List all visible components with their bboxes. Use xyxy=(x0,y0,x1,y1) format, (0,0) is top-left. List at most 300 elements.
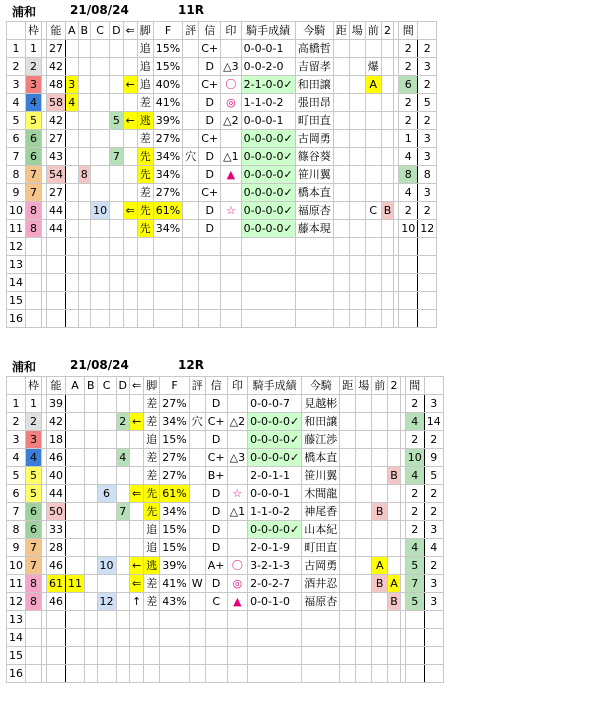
rank-a-cell xyxy=(66,503,85,521)
arrow-cell xyxy=(130,449,144,467)
jockey-name-cell xyxy=(295,274,333,292)
rating-cell xyxy=(183,292,199,310)
arrow-cell xyxy=(130,647,144,665)
row-number: 4 xyxy=(7,94,26,112)
column-header: 間 xyxy=(399,22,418,40)
rank-b-cell xyxy=(85,629,98,647)
table-row xyxy=(7,166,437,184)
distance-cell xyxy=(333,274,349,292)
rank-a-cell xyxy=(66,647,85,665)
rank-c-cell xyxy=(91,310,110,328)
row-number: 11 xyxy=(7,575,26,593)
row-number: 15 xyxy=(7,292,26,310)
second-cell xyxy=(381,310,394,328)
course-cell xyxy=(349,220,365,238)
mark-cell xyxy=(221,184,241,202)
row-number: 9 xyxy=(7,184,26,202)
interval-cell: 12 xyxy=(418,220,437,238)
table-row xyxy=(7,611,444,629)
column-header: 評 xyxy=(189,377,205,395)
row-number: 5 xyxy=(7,467,26,485)
mark-cell xyxy=(227,665,247,683)
f-rate-cell xyxy=(160,629,189,647)
interval-cell: 2 xyxy=(418,40,437,58)
previous-cell xyxy=(365,220,381,238)
interval-cell: 3 xyxy=(424,521,443,539)
rank-d-cell xyxy=(110,238,123,256)
f-rate-cell: 34% xyxy=(160,413,189,431)
column-header: 今騎 xyxy=(302,377,340,395)
mark-cell xyxy=(227,611,247,629)
previous-cell: A xyxy=(372,557,388,575)
previous-cell xyxy=(372,485,388,503)
running-style-cell xyxy=(144,629,160,647)
second-cell xyxy=(388,665,401,683)
jockey-record-cell xyxy=(248,665,302,683)
jockey-record-cell: 2-0-1-1 xyxy=(248,467,302,485)
rank-b-cell xyxy=(78,184,91,202)
rank-b-cell xyxy=(85,557,98,575)
waku-cell: 5 xyxy=(26,485,42,503)
column-header: 場 xyxy=(349,22,365,40)
second-cell xyxy=(381,274,394,292)
jockey-name-cell xyxy=(295,238,333,256)
rank-b-cell xyxy=(78,256,91,274)
arrow-cell xyxy=(123,58,137,76)
table-row xyxy=(7,94,437,112)
distance-cell xyxy=(333,94,349,112)
running-style-cell: 差 xyxy=(144,395,160,413)
date-label: 21/08/24 xyxy=(70,3,129,17)
table-row xyxy=(7,539,444,557)
row-number: 4 xyxy=(7,449,26,467)
distance-cell xyxy=(333,256,349,274)
row-number: 7 xyxy=(7,148,26,166)
jockey-record-cell: 0-0-0-1 xyxy=(248,485,302,503)
distance-cell xyxy=(333,184,349,202)
waku-cell: 7 xyxy=(26,184,42,202)
confidence-cell: D xyxy=(205,575,227,593)
jockey-name-cell: 篠谷葵 xyxy=(295,148,333,166)
jockey-name-cell xyxy=(302,629,340,647)
row-number: 3 xyxy=(7,431,26,449)
second-cell xyxy=(381,130,394,148)
second-cell: B xyxy=(388,467,401,485)
interval-cell: 2 xyxy=(399,112,418,130)
rank-a-cell: 11 xyxy=(66,575,85,593)
column-header: F xyxy=(160,377,189,395)
column-header: 2 xyxy=(381,22,394,40)
waku-cell xyxy=(26,238,42,256)
f-rate-cell: 15% xyxy=(160,539,189,557)
running-style-cell xyxy=(144,665,160,683)
rank-d-cell xyxy=(116,593,129,611)
f-rate-cell: 61% xyxy=(160,485,189,503)
arrow-cell xyxy=(123,130,137,148)
arrow-cell xyxy=(130,611,144,629)
rank-a-cell xyxy=(66,184,79,202)
distance-cell xyxy=(340,521,356,539)
arrow-cell xyxy=(130,431,144,449)
second-cell xyxy=(388,395,401,413)
interval-cell: 2 xyxy=(399,40,418,58)
column-header xyxy=(424,377,443,395)
jockey-record-cell: 0-0-0-0✓ xyxy=(248,431,302,449)
arrow-cell xyxy=(130,467,144,485)
ability-cell: 44 xyxy=(47,485,66,503)
column-header: 信 xyxy=(205,377,227,395)
confidence-cell xyxy=(199,256,221,274)
row-number: 1 xyxy=(7,40,26,58)
rank-b-cell xyxy=(78,274,91,292)
interval-cell xyxy=(405,611,424,629)
waku-cell: 4 xyxy=(26,94,42,112)
ability-cell: 27 xyxy=(47,130,66,148)
rank-b-cell xyxy=(85,431,98,449)
f-rate-cell: 39% xyxy=(160,557,189,575)
running-style-cell xyxy=(137,310,153,328)
row-number: 8 xyxy=(7,166,26,184)
rating-cell xyxy=(189,503,205,521)
mark-cell: △1 xyxy=(227,503,247,521)
waku-cell: 8 xyxy=(26,220,42,238)
confidence-cell xyxy=(199,238,221,256)
jockey-record-cell xyxy=(241,292,295,310)
previous-cell xyxy=(365,292,381,310)
interval-cell: 4 xyxy=(399,184,418,202)
arrow-cell: ← xyxy=(123,112,137,130)
column-header: 前 xyxy=(372,377,388,395)
rank-c-cell xyxy=(97,431,116,449)
course-cell xyxy=(356,539,372,557)
rating-cell xyxy=(189,557,205,575)
ability-cell xyxy=(47,647,66,665)
mark-cell xyxy=(221,220,241,238)
confidence-cell: C xyxy=(205,593,227,611)
second-cell xyxy=(381,40,394,58)
mark-cell xyxy=(227,629,247,647)
jockey-record-cell: 0-0-0-0✓ xyxy=(248,449,302,467)
distance-cell xyxy=(333,40,349,58)
table-row xyxy=(7,647,444,665)
second-cell xyxy=(381,112,394,130)
jockey-name-cell xyxy=(302,647,340,665)
mark-cell xyxy=(221,238,241,256)
rank-a-cell xyxy=(66,130,79,148)
confidence-cell: D xyxy=(199,148,221,166)
second-cell xyxy=(381,166,394,184)
jockey-name-cell: 町田直 xyxy=(295,112,333,130)
f-rate-cell: 15% xyxy=(153,40,182,58)
mark-cell xyxy=(221,40,241,58)
rating-cell xyxy=(189,611,205,629)
rating-cell: 穴 xyxy=(183,148,199,166)
ability-cell: 50 xyxy=(47,503,66,521)
column-header xyxy=(7,22,26,40)
interval-cell: 2 xyxy=(405,485,424,503)
row-number: 10 xyxy=(7,202,26,220)
table-row xyxy=(7,76,437,94)
jockey-name-cell: 町田直 xyxy=(302,539,340,557)
rank-a-cell xyxy=(66,310,79,328)
table-row xyxy=(7,274,437,292)
rating-cell xyxy=(183,310,199,328)
interval-cell: 5 xyxy=(405,557,424,575)
rank-c-cell xyxy=(91,94,110,112)
rank-a-cell xyxy=(66,665,85,683)
course-cell xyxy=(349,76,365,94)
column-header: 2 xyxy=(388,377,401,395)
interval-cell xyxy=(418,256,437,274)
rank-b-cell xyxy=(78,238,91,256)
waku-cell: 6 xyxy=(26,148,42,166)
f-rate-cell: 27% xyxy=(160,395,189,413)
second-cell xyxy=(388,521,401,539)
second-cell xyxy=(388,557,401,575)
jockey-name-cell: 高橋哲 xyxy=(295,40,333,58)
second-cell xyxy=(381,238,394,256)
column-header: 距 xyxy=(340,377,356,395)
jockey-record-cell: 0-0-0-0✓ xyxy=(241,166,295,184)
row-number: 13 xyxy=(7,256,26,274)
table-row xyxy=(7,575,444,593)
jockey-record-cell xyxy=(248,611,302,629)
distance-cell xyxy=(340,629,356,647)
rank-a-cell xyxy=(66,557,85,575)
rank-c-cell xyxy=(97,467,116,485)
jockey-record-cell xyxy=(241,274,295,292)
course-cell xyxy=(356,395,372,413)
second-cell: B xyxy=(388,593,401,611)
waku-cell: 7 xyxy=(26,539,42,557)
previous-cell xyxy=(372,629,388,647)
jockey-record-cell: 2-0-1-9 xyxy=(248,539,302,557)
rank-c-cell xyxy=(97,611,116,629)
mark-cell: ▲ xyxy=(227,593,247,611)
previous-cell: A xyxy=(365,76,381,94)
previous-cell xyxy=(372,395,388,413)
waku-cell: 1 xyxy=(26,40,42,58)
second-cell xyxy=(381,76,394,94)
jockey-name-cell: 福原杏 xyxy=(302,593,340,611)
jockey-record-cell xyxy=(241,238,295,256)
jockey-name-cell: 山本紀 xyxy=(302,521,340,539)
column-header xyxy=(7,377,26,395)
rank-d-cell xyxy=(110,274,123,292)
date-label: 21/08/24 xyxy=(70,358,129,372)
interval-cell xyxy=(424,629,443,647)
rank-a-cell xyxy=(66,40,79,58)
interval-cell: 9 xyxy=(424,449,443,467)
row-number: 10 xyxy=(7,557,26,575)
rating-cell xyxy=(189,467,205,485)
jockey-name-cell xyxy=(302,611,340,629)
previous-cell xyxy=(372,413,388,431)
rank-c-cell xyxy=(97,647,116,665)
interval-cell: 2 xyxy=(424,431,443,449)
confidence-cell xyxy=(205,611,227,629)
interval-cell: 10 xyxy=(399,220,418,238)
ability-cell xyxy=(47,238,66,256)
row-number: 14 xyxy=(7,629,26,647)
column-header: ⇐ xyxy=(130,377,144,395)
column-header: 騎手成績 xyxy=(241,22,295,40)
jockey-record-cell: 2-1-0-0✓ xyxy=(241,76,295,94)
jockey-record-cell: 0-0-1-0 xyxy=(248,593,302,611)
interval-cell xyxy=(399,310,418,328)
distance-cell xyxy=(340,449,356,467)
table-row xyxy=(7,629,444,647)
confidence-cell xyxy=(199,274,221,292)
previous-cell xyxy=(365,184,381,202)
rank-b-cell xyxy=(85,395,98,413)
rank-a-cell xyxy=(66,449,85,467)
jockey-name-cell: 張田昂 xyxy=(295,94,333,112)
rank-d-cell xyxy=(116,539,129,557)
confidence-cell: D xyxy=(205,395,227,413)
rank-b-cell: 8 xyxy=(78,166,91,184)
ability-cell: 46 xyxy=(47,593,66,611)
table-row xyxy=(7,665,444,683)
column-header xyxy=(418,22,437,40)
confidence-cell xyxy=(205,629,227,647)
arrow-cell xyxy=(123,256,137,274)
table-row xyxy=(7,202,437,220)
column-header: 印 xyxy=(227,377,247,395)
mark-cell: ☆ xyxy=(227,485,247,503)
rank-c-cell xyxy=(91,148,110,166)
column-header: 脚 xyxy=(144,377,160,395)
race-number: 11R xyxy=(178,3,204,17)
venue-title: 浦和 xyxy=(12,5,37,19)
running-style-cell: 追 xyxy=(144,431,160,449)
arrow-cell: ← xyxy=(123,76,137,94)
interval-cell: 4 xyxy=(405,413,424,431)
course-cell xyxy=(349,310,365,328)
rank-b-cell xyxy=(78,40,91,58)
rank-d-cell: 7 xyxy=(110,148,123,166)
confidence-cell: A+ xyxy=(205,557,227,575)
interval-cell: 2 xyxy=(399,94,418,112)
ability-cell xyxy=(47,274,66,292)
rank-b-cell xyxy=(78,112,91,130)
distance-cell xyxy=(333,220,349,238)
second-cell xyxy=(388,431,401,449)
course-cell xyxy=(349,202,365,220)
table-row xyxy=(7,184,437,202)
jockey-record-cell: 0-0-0-0✓ xyxy=(241,148,295,166)
rank-a-cell xyxy=(66,166,79,184)
second-cell xyxy=(381,184,394,202)
course-cell xyxy=(356,557,372,575)
row-number: 11 xyxy=(7,220,26,238)
venue-title: 浦和 xyxy=(12,360,37,374)
distance-cell xyxy=(333,130,349,148)
second-cell xyxy=(388,629,401,647)
column-header: 能 xyxy=(47,22,66,40)
confidence-cell xyxy=(199,310,221,328)
course-cell xyxy=(356,593,372,611)
rank-b-cell xyxy=(85,611,98,629)
interval-cell: 2 xyxy=(405,503,424,521)
interval-cell: 8 xyxy=(418,166,437,184)
column-header: D xyxy=(116,377,129,395)
column-header: 印 xyxy=(221,22,241,40)
mark-cell xyxy=(221,130,241,148)
course-cell xyxy=(356,503,372,521)
interval-cell: 5 xyxy=(424,467,443,485)
course-cell xyxy=(356,629,372,647)
arrow-cell: ← xyxy=(130,557,144,575)
running-style-cell xyxy=(137,256,153,274)
rank-a-cell xyxy=(66,220,79,238)
rank-d-cell xyxy=(110,184,123,202)
f-rate-cell: 15% xyxy=(160,431,189,449)
f-rate-cell xyxy=(153,310,182,328)
rank-d-cell: 4 xyxy=(116,449,129,467)
rank-a-cell xyxy=(66,467,85,485)
interval-cell: 3 xyxy=(424,395,443,413)
previous-cell xyxy=(372,665,388,683)
ability-cell: 44 xyxy=(47,202,66,220)
f-rate-cell: 15% xyxy=(160,521,189,539)
f-rate-cell: 61% xyxy=(153,202,182,220)
table-row xyxy=(7,467,444,485)
second-cell xyxy=(381,94,394,112)
confidence-cell: D xyxy=(199,166,221,184)
f-rate-cell: 27% xyxy=(153,130,182,148)
table-row xyxy=(7,130,437,148)
running-style-cell xyxy=(144,647,160,665)
rating-cell xyxy=(183,238,199,256)
waku-cell: 6 xyxy=(26,130,42,148)
jockey-record-cell xyxy=(241,256,295,274)
rank-a-cell xyxy=(66,58,79,76)
course-cell xyxy=(349,238,365,256)
running-style-cell: 先 xyxy=(137,202,153,220)
rank-d-cell xyxy=(110,256,123,274)
second-cell xyxy=(381,148,394,166)
rank-b-cell xyxy=(85,665,98,683)
column-header: B xyxy=(85,377,98,395)
distance-cell xyxy=(340,575,356,593)
confidence-cell: C+ xyxy=(199,184,221,202)
course-cell xyxy=(356,665,372,683)
interval-cell: 4 xyxy=(405,539,424,557)
rank-a-cell xyxy=(66,256,79,274)
rating-cell xyxy=(189,647,205,665)
interval-cell: 10 xyxy=(405,449,424,467)
previous-cell xyxy=(365,148,381,166)
ability-cell xyxy=(47,292,66,310)
row-number: 16 xyxy=(7,665,26,683)
rank-d-cell xyxy=(116,467,129,485)
column-header: 騎手成績 xyxy=(248,377,302,395)
rank-c-cell xyxy=(91,112,110,130)
f-rate-cell: 40% xyxy=(153,76,182,94)
distance-cell xyxy=(340,611,356,629)
rating-cell xyxy=(189,485,205,503)
rank-c-cell xyxy=(91,58,110,76)
distance-cell xyxy=(333,112,349,130)
rank-b-cell xyxy=(85,467,98,485)
table-row xyxy=(7,431,444,449)
column-header: ⇐ xyxy=(123,22,137,40)
rating-cell xyxy=(183,166,199,184)
table-row xyxy=(7,593,444,611)
jockey-record-cell: 0-0-0-0✓ xyxy=(241,130,295,148)
rating-cell xyxy=(183,184,199,202)
